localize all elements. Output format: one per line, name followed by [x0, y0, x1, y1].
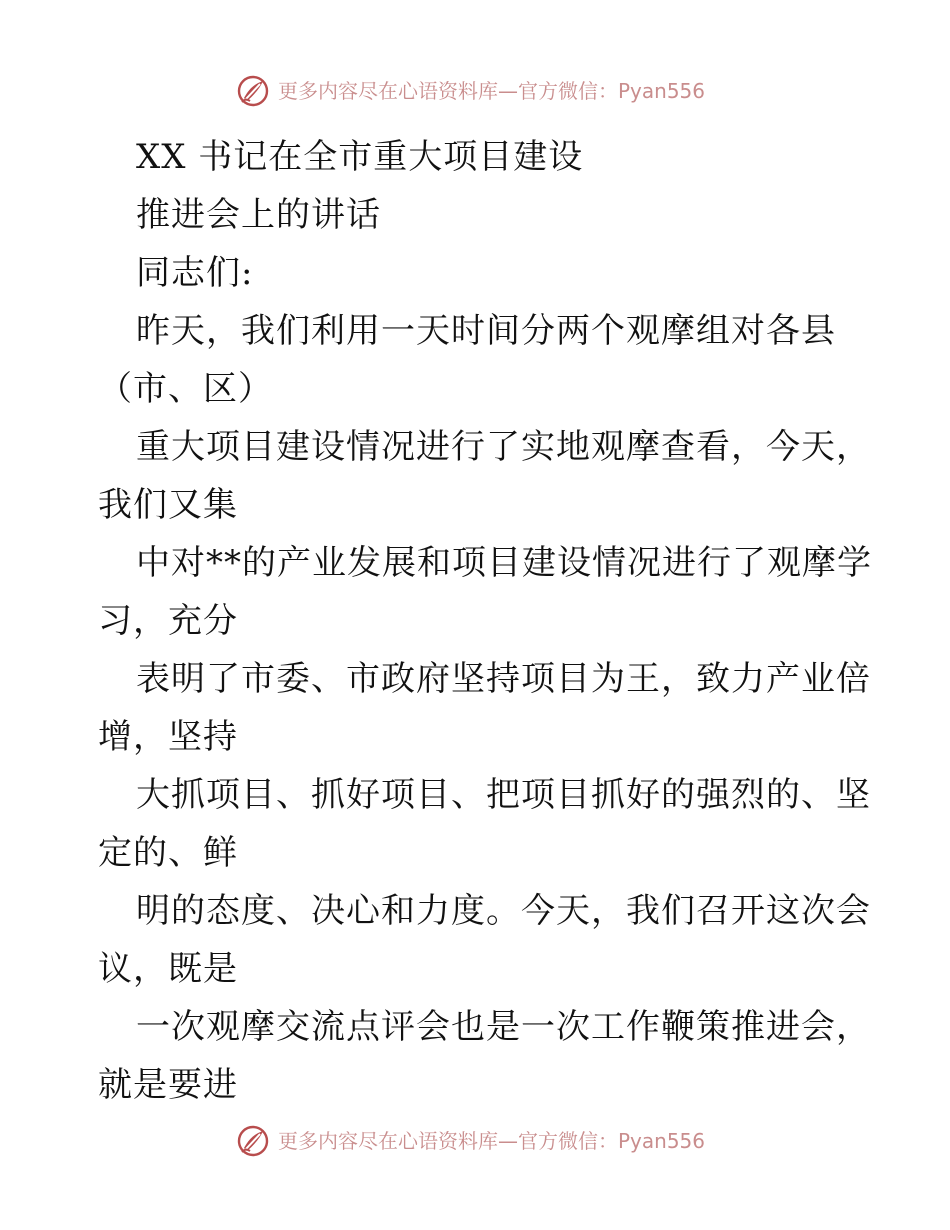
top-watermark — [236, 72, 705, 110]
body-line-8: 增，坚持 — [98, 717, 238, 757]
pen-logo-icon — [236, 1124, 270, 1158]
title-line-1: XX 书记在全市重大项目建设 — [136, 137, 584, 177]
bottom-watermark — [236, 1122, 705, 1160]
body-line-12: 议，既是 — [98, 949, 238, 989]
body-line-4: 我们又集 — [98, 485, 238, 525]
speech-text — [98, 128, 872, 1114]
salutation: 同志们: — [136, 253, 254, 293]
pen-logo-icon — [236, 74, 270, 108]
body-line-11: 明的态度、决心和力度。今天，我们召开这次会 — [136, 891, 871, 931]
body-line-7: 表明了市委、市政府坚持项目为王，致力产业倍 — [136, 659, 871, 699]
body-line-10: 定的、鲜 — [98, 833, 238, 873]
watermark-text: 更多内容尽在心语资料库—官方微信：Pyan556 — [278, 79, 706, 103]
body-line-1: 昨天，我们利用一天时间分两个观摩组对各县 — [136, 311, 836, 351]
body-line-2: （市、区） — [98, 369, 273, 409]
watermark-text: 更多内容尽在心语资料库—官方微信：Pyan556 — [278, 1129, 706, 1153]
body-line-3: 重大项目建设情况进行了实地观摩查看，今天， — [136, 427, 871, 467]
body-line-13: 一次观摩交流点评会也是一次工作鞭策推进会， — [136, 1007, 871, 1047]
title-line-2: 推进会上的讲话 — [136, 195, 381, 235]
body-line-6: 习，充分 — [98, 601, 238, 641]
body-line-9: 大抓项目、抓好项目、把项目抓好的强烈的、坚 — [136, 775, 871, 815]
body-line-5: 中对**的产业发展和项目建设情况进行了观摩学 — [136, 543, 872, 583]
body-line-14: 就是要进 — [98, 1065, 238, 1105]
